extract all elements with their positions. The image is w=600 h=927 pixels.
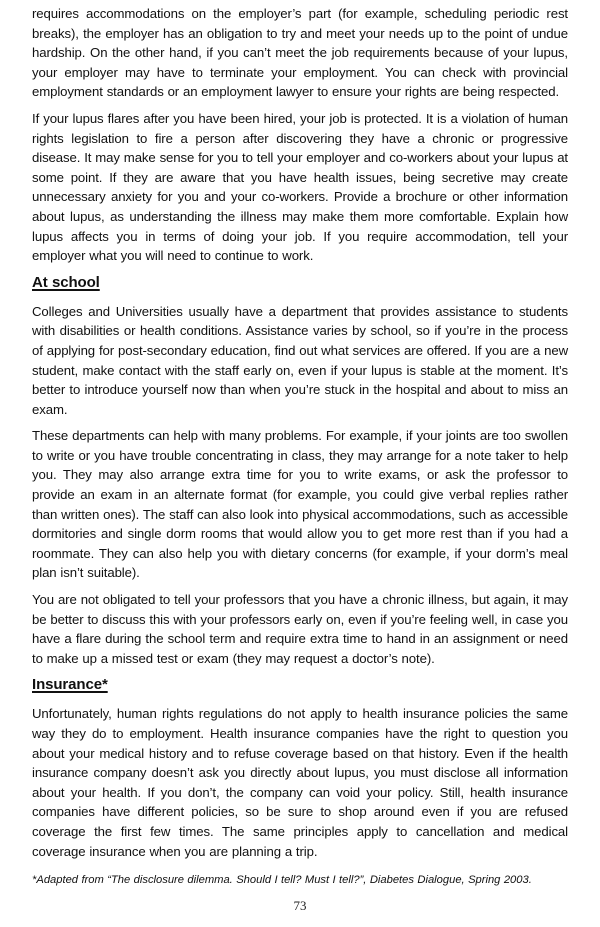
document-page: [32, 4, 568, 888]
paragraph-departments-help: These departments can help with many problems. For example, if your joints are too swollen to write or you have trouble concentrating in class, they may arrange for a note taker to help you. They may also arrange extra time for you to write exams, or ask the professor to provide an exam in an alternate format (for example, you could give verbal replies rather than written ones). The staff can also look into physical accommodations, such as accessible dormitories and single dorm rooms that would allow you to get more rest than if you had a roommate. They can also help you with dietary concerns (for example, if your dorm’s meal plan isn’t suitable).: [32, 428, 568, 581]
heading-at-school: At school: [32, 273, 100, 291]
paragraph-lupus-flares-at-work: If your lupus flares after you have been hired, your job is protected. It is a violation of human rights legislation to fire a person after discovering they have a chronic or progressive disease. It may make sense for you to tell your employer and co-workers about your lupus at some point. If they are aware that you have health issues, being secretive may create unnecessary anxiety for you and your co-workers. Provide a brochure or other information about lupus, as understanding the illness may make them more comfortable. Explain how lupus affects you in terms of doing your job. If you require accommodation, tell your employer what you will need to continue to work.: [32, 110, 568, 264]
paragraph-colleges-universities: Colleges and Universities usually have a department that provides assistance to students with disabilities or health conditions. Assistance varies by school, so if you’re in the process of applying for post-secondary education, find out what services are offered. If you are a new student, make contact with the staff early on, even if your lupus is stable at the moment. It’s better to introduce yourself now than when you’re stuck in the hospital and about to miss an exam.: [32, 303, 568, 417]
paragraph-accommodations: requires accommodations on the employer’s part (for example, scheduling periodic rest breaks), the employer has an obligation to try and meet your needs up to the point of undue hardship. On the other hand, if you can’t meet the job requirements because of your lupus, your employer may have to terminate your employment. You can check with provincial employment standards or an employment lawyer to ensure your rights are being respected.: [32, 6, 568, 100]
at-school-section: [32, 273, 568, 669]
page-number: 73: [293, 898, 307, 913]
paragraph-professors: You are not obligated to tell your professors that you have a chronic illness, but again, it may be better to discuss this with your professors early on, even if you’re feeling well, in case you have a flare during the school term and require extra time to hand in an assignment or need to make up a missed test or exam (they may request a doctor’s note).: [32, 592, 568, 666]
footnote-source: *Adapted from “The disclosure dilemma. Should I tell? Must I tell?”, Diabetes Dialogue, Spring 2003.: [32, 874, 532, 887]
heading-insurance: Insurance*: [32, 676, 108, 694]
insurance-section: [32, 675, 568, 861]
paragraph-health-insurance: Unfortunately, human rights regulations do not apply to health insurance policies the same way they do to employment. Health insurance companies have the right to question you about your medical history and to refuse coverage based on that history. Even if the health insurance company doesn’t ask you directly about lupus, you must disclose all information about your health. If you don’t, the company can void your policy. Still, health insurance companies have different policies, so be sure to shop around even if you are refused coverage the first few times. The same principles apply to cancellation and medical coverage insurance when you are planning a trip.: [32, 706, 568, 859]
employment-continued-section: [32, 4, 568, 266]
